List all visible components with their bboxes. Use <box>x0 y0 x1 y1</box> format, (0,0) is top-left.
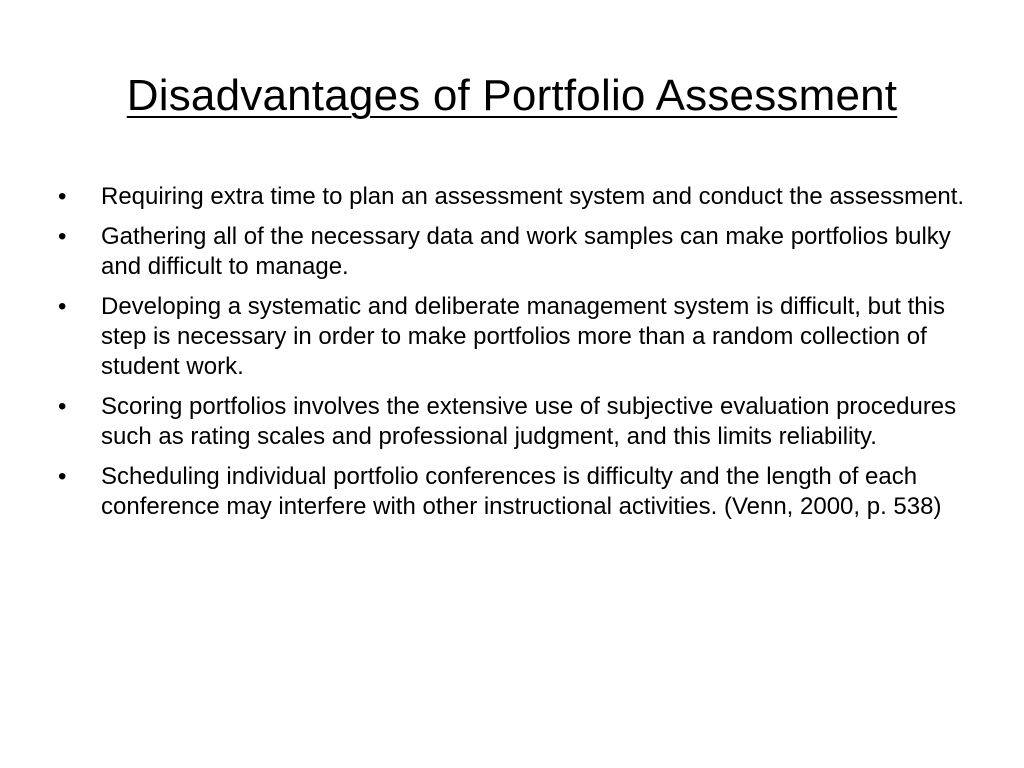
bullet-text: Developing a systematic and deliberate management system is difficult, but this step is necessary in order to make portfolios more than a random collection of student work. <box>101 293 945 380</box>
bullet-item-2 <box>58 222 968 282</box>
bullet-list <box>58 182 968 532</box>
bullet-dot-icon: • <box>58 223 67 250</box>
bullet-dot-icon: • <box>58 463 67 490</box>
bullet-item-1 <box>58 182 968 212</box>
bullet-item-4 <box>58 392 968 452</box>
bullet-dot-icon: • <box>58 183 67 210</box>
bullet-text: Gathering all of the necessary data and work samples can make portfolios bulky and difficult to manage. <box>101 223 951 280</box>
bullet-dot-icon: • <box>58 293 67 320</box>
bullet-item-5 <box>58 462 968 522</box>
bullet-dot-icon: • <box>58 393 67 420</box>
bullet-text: Scoring portfolios involves the extensive use of subjective evaluation procedures such as rating scales and professional judgment, and this limits reliability. <box>101 393 957 450</box>
bullet-item-3 <box>58 292 968 382</box>
bullet-text: Requiring extra time to plan an assessment system and conduct the assessment. <box>101 183 965 210</box>
slide-title: Disadvantages of Portfolio Assessment <box>126 71 898 120</box>
bullet-text: Scheduling individual portfolio conferences is difficulty and the length of each conference may interfere with other instructional activities. (Venn, 2000, p. 538) <box>101 463 942 520</box>
